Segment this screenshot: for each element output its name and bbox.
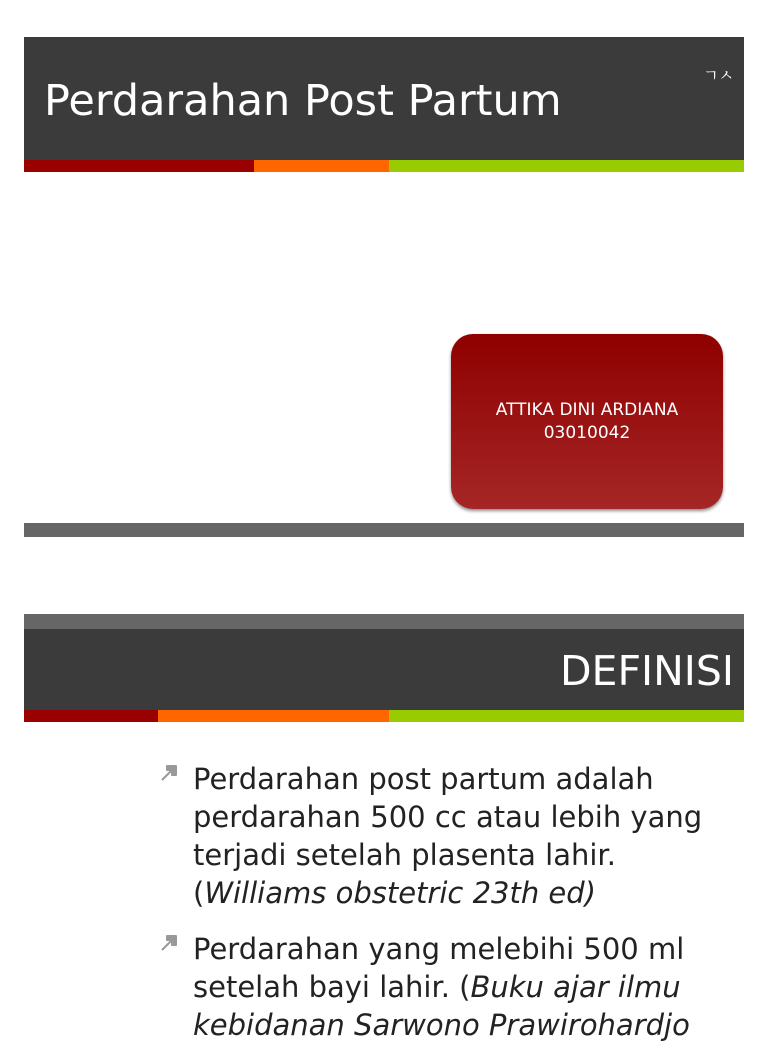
presentation-title: Perdarahan Post Partum — [44, 76, 562, 126]
bullet-citation: Buku ajar ilmu kebidanan Sarwono Prawirohardjo — [193, 970, 690, 1042]
definition-list — [158, 760, 748, 1062]
author-box — [451, 334, 723, 509]
author-id: 03010042 — [543, 422, 631, 443]
accent-stripe-green — [389, 710, 744, 722]
list-item — [158, 760, 748, 912]
arrow-up-right-icon — [158, 932, 180, 954]
arrow-up-right-icon — [158, 762, 180, 784]
accent-stripe-orange — [254, 160, 389, 172]
accent-stripe-red — [24, 160, 254, 172]
bullet-text: Perdarahan yang melebihi 500 ml setelah bayi lahir. ( — [193, 932, 685, 1004]
definition-slide-header — [24, 629, 744, 710]
title-slide-footer-bar — [24, 523, 744, 537]
accent-stripe-orange — [158, 710, 389, 722]
bullet-text: Perdarahan post partum adalah perdarahan 500 cc atau lebih yang terjadi setelah plasenta lahir. ( — [193, 762, 703, 910]
definition-title: DEFINISI — [559, 647, 734, 695]
list-item — [158, 930, 748, 1044]
corner-mark: ㄱㅅ — [703, 66, 734, 85]
bullet-citation: Williams obstetric 23th ed) — [204, 876, 596, 910]
definition-slide-top-bar — [24, 614, 744, 629]
accent-stripe-red — [24, 710, 158, 722]
title-slide-header — [24, 37, 744, 160]
author-name: ATTIKA DINI ARDIANA — [495, 399, 679, 420]
accent-stripe-green — [389, 160, 744, 172]
